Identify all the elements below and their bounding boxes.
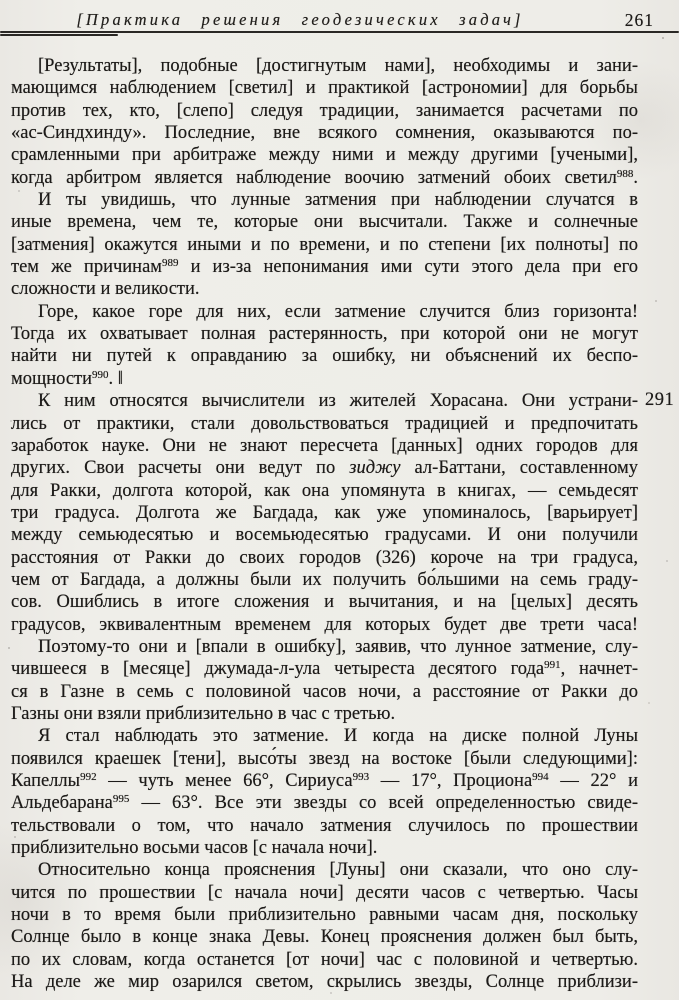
text-line: Относительно конца прояснения [Луны] они сказали, что оно слу- [38, 860, 638, 881]
paragraph [11, 189, 638, 301]
text-line: по их словам, когда останется [от ночи] час с половиной и четвертью. [11, 949, 638, 970]
paragraph [11, 390, 638, 636]
text-line: других. Свои расчеты они ведут по зиджу ал-Баттани, составленному [11, 458, 638, 479]
text-line: мающимся наблюдением [светил] и практикой [астрономии] для борьбы [11, 78, 638, 99]
paragraph [11, 725, 638, 859]
text-line: градусов, эквивалентным временем для которых будет две трети часа! [11, 614, 638, 635]
margin-section-number: 291 [645, 390, 675, 410]
text-line: Я стал наблюдать это затмение. И когда на диске полной Луны [38, 726, 638, 747]
scan-speckles [0, 0, 2, 2]
text-line: лись от практики, стали довольствоваться традицией и предпочитать [11, 413, 638, 434]
text-line: На деле же мир озарился светом, скрылись звезды, Солнце приблизи- [11, 972, 638, 993]
text-line: Тогда их охватывает полная растерянность, при которой они не могут [11, 324, 638, 345]
text-line: приблизительно восьми часов [с начала ночи]. [11, 838, 378, 859]
header-rule-left-segment [0, 34, 118, 36]
text-line: появился краешек [тени], высо́ты звезд на востоке [были следующими]: [11, 748, 638, 769]
text-line: Горе, какое горе для них, если затмение случится близ горизонта! [38, 301, 638, 322]
paragraph [11, 55, 638, 189]
paragraph [11, 636, 638, 725]
text-line: заработок науке. Они не знают пересчета [данных] одних городов для [11, 435, 638, 456]
text-line: «ас-Синдхинду». Последние, вне всякого сомнения, оказываются по- [11, 123, 638, 144]
text-line: когда арбитром является наблюдение воочию затмений обоих светил$^{988}$. [11, 167, 638, 188]
text-line: мощности$^{990}$. ‖ [11, 368, 123, 389]
text-line: [затмения] окажутся иными и по времени, и по степени [их полноты] по [11, 234, 638, 255]
text-line: между семьюдесятью и восемьюдесятью градусами. И они получили [11, 525, 638, 546]
text-line: чем от Багдада, а должны были их получить бо́льшими на семь граду- [11, 569, 638, 590]
text-line: против тех, кто, [слепо] следуя традиции, занимается расчетами по [11, 100, 638, 121]
text-line: чившееся в [месяце] джумада-л-ула четыреста десятого года$^{991}$, начнет- [11, 659, 638, 680]
text-line: И ты увидишь, что лунные затмения при наблюдении случатся в [38, 190, 638, 211]
text-line: чится по прошествии [с начала ночи] десяти часов с четвертью. Часы [11, 882, 638, 903]
text-line: К ним относятся вычислители из жителей Хорасана. Они устрани- [38, 391, 638, 412]
text-line: тем же причинам$^{989}$ и из-за непонимания ими сути этого дела при его [11, 257, 639, 278]
text-line: Газны они взяли приблизительно в час с третью. [11, 703, 396, 724]
header-rule [0, 31, 679, 33]
text-line: Капеллы$^{992}$ — чуть менее 66°, Сириуса$^{993}$ — 17°, Проциона$^{994}$ — 22° и [11, 771, 638, 791]
text-line: для Ракки, долгота которой, как она упомянута в книгах, — семьдесят [11, 480, 638, 501]
running-header-title: [Практика решения геодезических задач] [76, 10, 524, 29]
text-line: сов. Ошиблись в итоге сложения и вычитания, и на [целых] десять [11, 592, 638, 613]
page-body [11, 55, 638, 993]
text-line: иные времена, чем те, которые они высчитали. Также и солнечные [11, 212, 638, 233]
text-line: Солнце было в конце знака Девы. Конец прояснения должен был быть, [11, 927, 638, 948]
text-line: ночи в то время были приблизительно равными часам дня, поскольку [11, 905, 638, 926]
text-line: Альдебарана$^{995}$ — 63°. Все эти звезды со всей определенностью свиде- [11, 793, 638, 814]
text-line: найти ни путей к оправданию за ошибку, ни объяснений их беспо- [11, 346, 638, 367]
text-line: Поэтому-то они и [впали в ошибку], заявив, что лунное затмение, слу- [38, 636, 638, 657]
text-line: расстояния от Ракки до своих городов (326) короче на три градуса, [11, 547, 638, 568]
text-line: ся в Газне в семь с половиной часов ночи, а расстояние от Ракки до [11, 681, 638, 702]
text-line: срамленными при арбитраже между ними и между другими [учеными], [11, 145, 638, 166]
text-line: [Результаты], подобные [достигнутым нами], необходимы и зани- [38, 56, 638, 76]
paragraph [11, 859, 638, 993]
text-line: сложности и великости. [11, 279, 200, 300]
paragraph [11, 301, 638, 390]
text-line: тельствовали о том, что начало затмения случилось по прошествии [11, 815, 638, 836]
text-line: три градуса. Долгота же Багдада, как уже упоминалось, [варьирует] [11, 502, 638, 523]
page-number: 261 [624, 10, 654, 30]
